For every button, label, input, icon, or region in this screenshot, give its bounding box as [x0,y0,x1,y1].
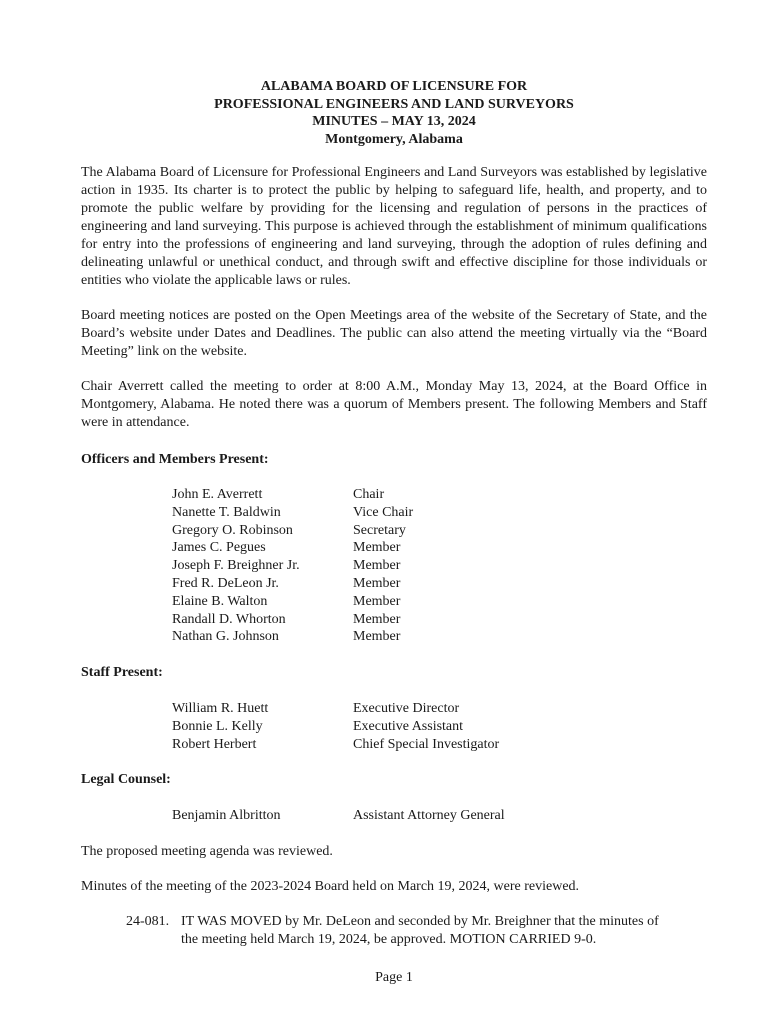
staff-name: Robert Herbert [172,736,257,752]
agenda-review-line: The proposed meeting agenda was reviewed. [81,844,333,859]
member-role: Member [353,540,401,556]
staff-name: Bonnie L. Kelly [172,718,263,734]
member-role: Member [353,593,401,609]
header-line-location: Montgomery, Alabama [325,131,463,147]
staff-roster [172,700,499,753]
minutes-review-line: Minutes of the meeting of the 2023-2024 Board held on March 19, 2024, were reviewed. [81,879,580,894]
officers-heading: Officers and Members Present: [81,452,269,467]
roster-row [172,557,413,575]
member-name: Randall D. Whorton [172,611,286,627]
member-name: James C. Pegues [172,540,266,556]
roster-row [172,486,413,504]
header-line-board: ALABAMA BOARD OF LICENSURE FOR [260,79,528,94]
motion-text-line-1: IT WAS MOVED by Mr. DeLeon and seconded by Mr. Breighner that the minutes of [181,914,659,929]
roster-row [172,611,413,629]
legal-counsel-heading: Legal Counsel: [81,772,171,787]
member-role: Member [353,611,401,627]
document-header [0,78,770,148]
member-name: Joseph F. Breighner Jr. [172,558,300,574]
member-name: Elaine B. Walton [172,593,268,609]
member-name: Fred R. DeLeon Jr. [172,575,279,591]
roster-row [172,718,499,736]
roster-row [172,539,413,557]
roster-row [172,522,413,540]
member-role: Secretary [353,522,406,538]
staff-role: Executive Assistant [353,718,464,734]
page-number: Page 1 [375,970,413,985]
member-role: Member [353,575,401,591]
member-role: Member [353,558,401,574]
intro-paragraph: The Alabama Board of Licensure for Professional Engineers and Land Surveyors was established by legislative action in 1935. Its charter is to protect the public by helping to safeguard life, health, and property, and to promote the public welfare by providing for the licensing and regulation of persons in the practices of engineering and land surveying. This purpose is achieved through the establishment of minimum qualifications for entry into the professions of engineering and land surveying, through the adoption of rules defining and delineating unlawful or unethical conduct, and through swift and effective discipline for those individuals or entities who violate the applicable laws or rules. [81,165,707,288]
staff-name: William R. Huett [172,701,269,716]
roster-row [172,593,413,611]
member-name: Nathan G. Johnson [172,629,279,645]
member-name: Nanette T. Baldwin [172,504,281,520]
motion-item [126,913,708,949]
roster-row [172,736,499,754]
member-name: Gregory O. Robinson [172,522,293,538]
call-to-order-paragraph: Chair Averrett called the meeting to order at 8:00 A.M., Monday May 13, 2024, at the Board Office in Montgomery, Alabama. He noted there was a quorum of Members present. The following Members and Staff were in attendance. [81,379,707,430]
member-role: Vice Chair [353,504,414,520]
roster-row [172,504,413,522]
header-line-minutes-date: MINUTES – MAY 13, 2024 [312,114,476,129]
notice-paragraph: Board meeting notices are posted on the Open Meetings area of the website of the Secretary of State, and the Board’s website under Dates and Deadlines. The public can also attend the meeting virtually via the “Board Meeting” link on the website. [81,308,707,359]
roster-row [172,628,413,646]
motion-text-line-2: the meeting held March 19, 2024, be approved. MOTION CARRIED 9-0. [181,932,597,947]
staff-role: Executive Director [353,701,460,716]
legal-roster [172,807,505,825]
officers-roster [172,486,413,646]
member-role: Chair [353,487,385,502]
roster-row [172,807,505,825]
staff-role: Chief Special Investigator [353,736,500,752]
member-role: Member [353,629,401,645]
counsel-role: Assistant Attorney General [353,808,505,823]
counsel-name: Benjamin Albritton [172,808,281,823]
roster-row [172,575,413,593]
staff-heading: Staff Present: [81,665,163,680]
member-name: John E. Averrett [172,487,263,502]
roster-row [172,700,499,718]
motion-number: 24-081. [126,914,170,929]
header-line-professions: PROFESSIONAL ENGINEERS AND LAND SURVEYORS [214,96,574,112]
